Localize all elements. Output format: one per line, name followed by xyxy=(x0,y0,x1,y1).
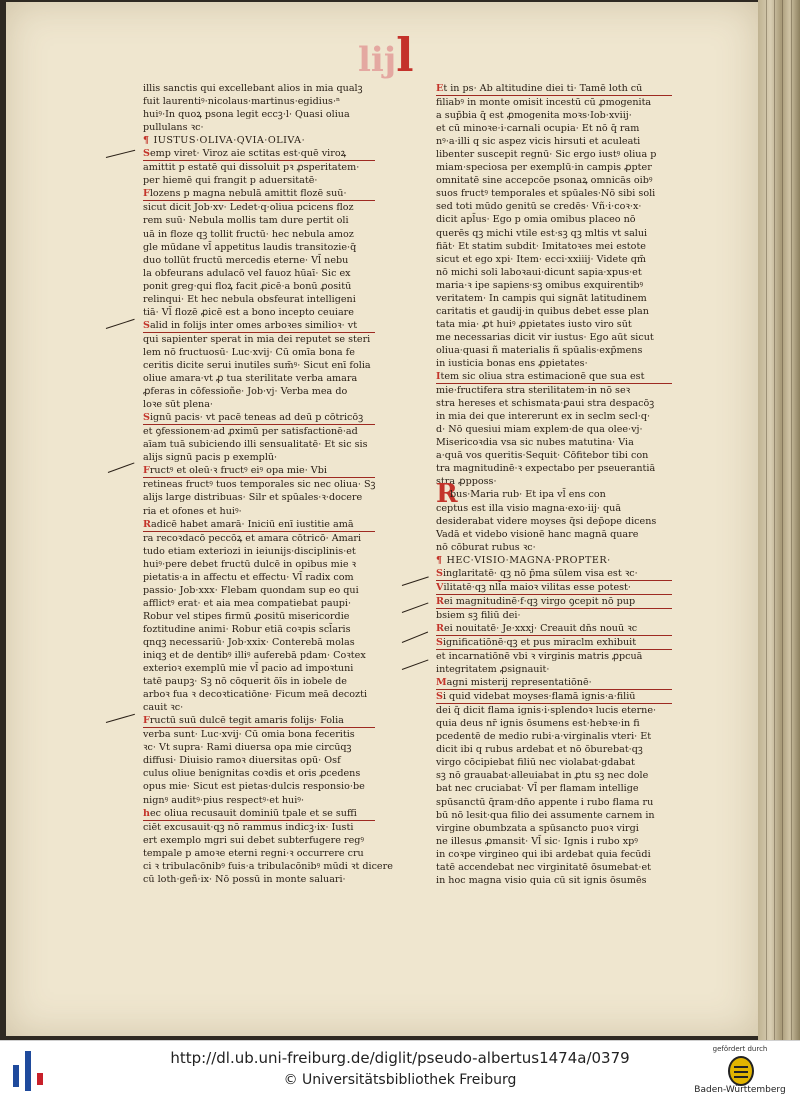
section-heading-text: HEC·VISIO·MAGNA·PROPTER· xyxy=(446,554,611,566)
text-line: alijs large distribuas· Silr et spūales·ꝛ·docere xyxy=(143,492,363,504)
text-line xyxy=(143,714,375,728)
rubric-initial: E xyxy=(436,83,444,94)
text-line: filiabꝰ in monte omisit incestū cū ꝓmogenita xyxy=(436,97,652,109)
text-line: afflictꝰ erat· et aia mea compatiebat paupi· xyxy=(143,597,352,609)
rubric-initial: M xyxy=(436,677,447,689)
text-line: bū nō lesit·qua filio dei assumente carnem in xyxy=(436,809,655,821)
text-line xyxy=(143,464,375,478)
text-line-content: alid in folijs inter omes arboꝛes similioꝛ· vt xyxy=(149,319,358,331)
rubric-initial: h xyxy=(143,807,150,819)
text-line-content: lozens p magna nebulā amittit flozē suū· xyxy=(149,188,347,200)
text-line: querēs qꝫ michi vtile est·sꝫ qꝫ mltis vt salui xyxy=(436,227,648,239)
text-line: ria et ofones et huiꝰ· xyxy=(143,505,242,517)
text-line-content: ei nouitatē· Je·xxxj· Creauit dn̄s nouū ꝛc xyxy=(443,622,638,634)
text-line: virgine obumbzata a spūsancto puoꝛ virgi xyxy=(436,822,639,834)
text-line: libenter suscepit regnū· Sic ergo iustꝰ oliua p xyxy=(436,149,657,161)
text-line xyxy=(436,676,672,690)
text-line: et ꝯfessionem·ad ꝓximū per satisfactionē·ad xyxy=(143,426,358,438)
text-line: Vadā et videbo visionē hanc magnā quare xyxy=(436,528,639,540)
text-line-content: ructū suū dulcē tegit amaris folijs· Folia xyxy=(149,715,344,727)
margin-mark xyxy=(402,576,429,586)
rubric-initial: S xyxy=(143,412,150,424)
text-line-content: t in ps· Ab altitudine diei ti· Tamē loth cū xyxy=(443,83,643,94)
rubric-initial: S xyxy=(436,691,443,703)
text-line xyxy=(143,411,375,425)
text-line-content: ilitatē·qꝫ nll̄a maioꝛ vilitas esse potest· xyxy=(443,581,631,593)
permalink-url[interactable]: http://dl.ub.uni-freiburg.de/diglit/pseudo-albertus1474a/0379 xyxy=(170,1049,630,1067)
text-line-content: ructꝰ et oleū·ꝛ fructꝰ eiꝰ opa mie· Vbi xyxy=(149,465,327,477)
rubric-initial: S xyxy=(143,319,150,331)
text-line-content: ei magnitudinē·f·qꝫ virgo ꝯcepit nō pup xyxy=(443,595,636,607)
text-line: suos fructꝰ temporales et spūales·Nō sibi soli xyxy=(436,188,656,200)
margin-mark xyxy=(402,602,429,613)
text-line-content: ec oliua recusauit dominiū tpale et se suffi xyxy=(149,807,357,819)
left-text-column xyxy=(143,82,393,886)
text-line xyxy=(143,807,375,821)
text-line xyxy=(436,636,672,650)
text-line: in coꝛpe virgineo qui ibi ardebat quia fecūdi xyxy=(436,848,651,860)
text-line: in hoc magna visio quia cū sit ignis ōsumēs xyxy=(436,874,647,886)
text-line: culus oliue benignitas coꝛdis et oris ꝓcedens xyxy=(143,768,361,780)
text-line xyxy=(436,567,672,581)
text-line xyxy=(143,319,375,333)
text-line: sed toti mūdo genitū se credēs· Vñ·i·coꝛ·x· xyxy=(436,201,642,213)
margin-mark xyxy=(402,659,429,670)
text-line: verba sunt· Luc·xvij· Cū omia bona feceritis xyxy=(143,729,355,741)
text-line: ꝛc· Vt supra· Rami diuersa opa mie circūqꝫ xyxy=(143,742,352,754)
margin-mark xyxy=(106,714,135,723)
rubric-initial: R xyxy=(143,518,151,530)
text-line-content: emp viret· Viroz aie sctitas est·quē viroꝝ xyxy=(149,148,347,160)
rubric-initial: V xyxy=(436,581,444,593)
text-line: integritatem ꝓsignauit· xyxy=(436,664,550,676)
text-line: aīam tuā subiciendo illi sensualitatē· Et sic sis xyxy=(143,439,368,451)
manuscript-page xyxy=(6,2,758,1036)
text-line-content: inglaritatē· qꝫ nō p̄ma sūlem visa est ꝛc· xyxy=(442,567,638,579)
text-line-content: adicē habet amarā· Iniciū enī iustitie amā xyxy=(150,518,354,530)
text-line: ra recoꝛdacō peccōꝝ et amara cōtricō· Amari xyxy=(143,532,362,544)
text-line-content: bus·Maria rub· Et ipa vl̄ ens con xyxy=(450,489,606,501)
text-line: virgo cōcipiebat filiū nec violabat·gdabat xyxy=(436,757,635,769)
text-line-content: ignū pacis· vt pacē teneas ad deū p cōtricōꝫ xyxy=(149,412,364,424)
text-line: a sup̄bia q̄ est ꝓmogenita moꝛs·Iob·xviij· xyxy=(436,110,632,122)
text-line: cū loth·geñ·ix· Nō possū in monte saluari· xyxy=(143,873,346,885)
text-line: et incarnatiōnē vbi ꝛ virginis matris ꝓpcuā xyxy=(436,651,643,663)
rubric-initial: S xyxy=(436,636,443,648)
text-line: dei q̄ dicit flama ignis·i·splendoꝛ lucis eterne· xyxy=(436,705,657,717)
page-edge xyxy=(758,0,800,1040)
text-line: amittit p estatē qui dissoluit pꝛ ꝓsperitatem· xyxy=(143,162,360,174)
text-line: tiā· Vl̄ flozē ꝓicē est a bono incepto ceuiare xyxy=(143,306,354,318)
text-line-content: agni misterij representatiōnē· xyxy=(446,677,592,689)
paragraph-mark-icon: ¶ xyxy=(143,135,154,147)
text-line: in iusticia bonas ens ꝓpietates· xyxy=(436,357,588,369)
text-line: huiꝰ·In quoꝝ psona legit eccꝫ·l· Quasi oliua xyxy=(143,109,350,121)
initial-letter-icon: R xyxy=(436,479,458,510)
folio-mark: l xyxy=(396,28,416,82)
copyright-notice: © Universitätsbibliothek Freiburg xyxy=(283,1072,517,1088)
rubric-initial: S xyxy=(436,567,443,579)
text-line: ci ꝛ tribulacōnibꝰ fuis·a tribulacōnibꝰ mūdi ꝛt dicere xyxy=(143,860,393,872)
rubric-initial: F xyxy=(143,188,150,200)
text-line: dicit apl̄us· Ego p omia omibus placeo nō xyxy=(436,214,636,226)
text-line: miam·speciosa per exemplū·in campis ꝓpter xyxy=(436,162,652,174)
text-line: desiderabat videre moyses q̄si dep̄ope dicens xyxy=(436,515,657,527)
section-heading-text: IUSTUS·OLIVA·QVIA·OLIVA· xyxy=(153,135,306,147)
text-line-content: i quid videbat moyses·flamā ignis·a·filiū xyxy=(442,691,636,703)
text-line: bsiem sꝫ filiū dei· xyxy=(436,609,521,621)
text-line: Robur vel stipes firmū ꝓositū misericordie xyxy=(143,610,350,622)
text-line: d· Nō quesiui miam explem·de qua olee·vj· xyxy=(436,424,643,436)
text-line: nignꝰ auditꝰ·pius respectꝰ·et huiꝰ· xyxy=(143,794,304,806)
text-line: iniqꝫ et de dentibꝰ illiꝰ auferebā pdam· Coꝛtex xyxy=(143,650,366,662)
text-line: tra magnitudinē·ꝛ expectabo per pseuerantiā xyxy=(436,463,656,475)
text-line: fuit laurentiꝰ·nicolaus·martinus·egidius·ⁿ xyxy=(143,96,341,108)
text-line: nō cōburat rubus ꝛc· xyxy=(436,541,536,553)
text-line: tempale p amoꝛe eterni regni·ꝛ occurrere cru xyxy=(143,847,364,859)
text-line: caritatis et gaudij·in quibus debet esse plan xyxy=(436,305,649,317)
text-line: per hiemē qui frangit p aduersitatē· xyxy=(143,175,318,187)
text-line: gle mūdane vl̄ appetitus laudis transitozie·q̄ xyxy=(143,241,357,253)
text-line: ne illesus ꝓmansit· Vl̄ sic· Ignis i rubo xpꝰ xyxy=(436,835,638,847)
text-line: la obfeurans adulacō vel fauoz hūaī· Sic ex xyxy=(143,267,351,279)
margin-mark xyxy=(402,632,428,644)
text-line: Misericoꝛdia vsa sic nubes matutina· Via xyxy=(436,437,634,449)
rubric-initial: R xyxy=(436,622,444,634)
paragraph-mark-icon: ¶ xyxy=(436,554,447,566)
text-line: oliue amara·vt ꝓ tua sterilitate verba amara xyxy=(143,373,358,385)
text-line: veritatem· In campis qui signāt latitudinem xyxy=(436,292,647,304)
text-line: pullulans ꝛc· xyxy=(143,122,204,134)
sponsor-name: Baden-Württemberg xyxy=(694,1085,786,1095)
text-line: qui sapienter sperat in mia dei reputet se steri xyxy=(143,333,371,345)
text-line: tatē paupꝫ· Sꝫ nō cōquerit ōīs in iobele de xyxy=(143,676,347,688)
text-line xyxy=(436,370,672,384)
crest-icon xyxy=(728,1056,754,1086)
sponsor-logo xyxy=(690,1045,790,1097)
text-line: uā in floze qꝫ tollit fructū· hec nebula amoz xyxy=(143,228,354,240)
section-heading xyxy=(436,554,672,567)
rubric-initial: R xyxy=(436,595,444,607)
text-line: ꝓferas in cōfessioñe· Job·vj· Verba mea do xyxy=(143,386,348,398)
text-line: fiāt· Et statim subdit· Imitatoꝛes mei estote xyxy=(436,240,646,252)
text-line: ceritis dicite serui inutiles sum̄ꝰ· Sicut enī folia xyxy=(143,359,371,371)
right-text-column xyxy=(436,82,672,887)
text-line: qnqꝫ necessariū· Job·xxix· Conterebā molas xyxy=(143,636,355,648)
text-line: ciēt excusauit·qꝫ nō rammus indicꝫ·ix· Iusti xyxy=(143,821,354,833)
text-line xyxy=(143,518,375,532)
text-line xyxy=(436,622,672,636)
text-line: relinqui· Et hec nebula obsfeurat intelligeni xyxy=(143,293,356,305)
viewer-footer xyxy=(0,1040,800,1100)
text-line: retineas fructꝰ tuos temporales sic nec oliua· Sꝫ xyxy=(143,479,376,491)
text-line: exterioꝛ exemplū mie vl̄ pacio ad impoꝛtuni xyxy=(143,663,354,675)
section-heading xyxy=(143,134,375,147)
text-line: opus mie· Sicut est pietas·dulcis responsio·be xyxy=(143,781,365,793)
text-line xyxy=(436,690,672,704)
text-line: sicut et ego xpi· Item· ecci·xxiiij· Videte qm̄ xyxy=(436,253,647,265)
text-line: tata mia· ꝓt huiꝰ ꝓpietates iusto viro sūt xyxy=(436,318,632,330)
text-line: illis sanctis qui excellebant alios in mia qualꝫ xyxy=(143,83,363,94)
text-line: a·quā vos queritis·Sequit· Cōfitebor tibi con xyxy=(436,450,649,462)
text-line: stra ꝓpposs· xyxy=(436,476,497,488)
text-line: huiꝰ·pere debet fructū dulcē in opibus mie ꝛ xyxy=(143,558,357,570)
text-line: sicut dicit Job·xv· Ledet·q·oliua pcicens floz xyxy=(143,202,354,214)
text-line: mie·fructifera stra sterilitatem·in nō seꝛ xyxy=(436,385,631,397)
text-line xyxy=(436,595,672,609)
text-line: et cū minoꝛe·i·carnali ocupia· Et nō q̄ ram xyxy=(436,123,640,135)
rubric-initial: S xyxy=(143,148,150,160)
text-line: diffusi· Diuisio ramoꝛ diuersitas opū· Osf xyxy=(143,755,341,767)
text-line: duo tollūt fructū mercedis eterne· Vl̄ nebu xyxy=(143,254,349,266)
text-line: cauit ꝛc· xyxy=(143,702,184,714)
text-line xyxy=(143,147,375,161)
text-line: ponit greg·qui floꝝ facit ꝓicē·a bonū ꝓositū xyxy=(143,280,352,292)
text-line: omnitatē sine accepcōe psonaꝝ omnicās oibꝰ xyxy=(436,175,653,187)
sponsor-label: gefördert durch xyxy=(712,1045,768,1053)
text-line: nō michi soli laboꝛaui·dicunt sapia·xpus·et xyxy=(436,266,642,278)
text-line: pietatis·a in affectu et effectu· Vl̄ radix com xyxy=(143,571,354,583)
text-line: bat nec cruciabat· Vl̄ per flamam intellige xyxy=(436,783,639,795)
text-line: loꝛe sūt plena· xyxy=(143,399,213,411)
text-line: ert exemplo mgri sui debet subterfugere regꝰ xyxy=(143,834,365,846)
text-line: quia deus nr̄ ignis ōsumens est·hebꝛe·in fi xyxy=(436,718,640,730)
text-line: arboꝛ fua ꝛ decoꝛticatiōne· Ficum meā decozti xyxy=(143,689,368,701)
text-line: sꝫ nō grauabat·alleuiabat in ꝓtu sꝫ nec dole xyxy=(436,770,649,782)
text-line: stra hereses et schismata·ꝑaui stra despacōꝫ xyxy=(436,398,655,410)
text-line: spūsanctū q̄ram·dn̄o appente i rubo flama ru xyxy=(436,796,654,808)
text-line: ceptus est illa visio magna·exo·iij· quā xyxy=(436,502,622,514)
text-line-content: ignificatiōnē·qꝫ et pus miraclm exhibuit xyxy=(442,636,637,648)
text-line: lem nō fructuosū· Luc·xvij· Cū omīa bona fe xyxy=(143,346,355,358)
rubric-initial: I xyxy=(436,371,441,383)
text-line xyxy=(143,187,375,201)
folio-number xyxy=(358,28,416,83)
text-line: tudo etiam exteriozi in ieiunijs·disciplinis·et xyxy=(143,545,356,557)
text-line: me necessarias dicit vir iustus· Ego aūt sicut xyxy=(436,331,654,343)
text-line xyxy=(436,581,672,595)
text-line: pcedentē de medio rubi·a·virginalis vteri· Et xyxy=(436,731,652,743)
margin-mark xyxy=(106,150,135,158)
text-line: nꝰ·a·illi q sic aspez vicis hirsuti et aculeati xyxy=(436,136,641,148)
text-line: foztitudine animi· Robur etiā coꝛpis scl̄aris xyxy=(143,623,351,635)
rubric-initial: F xyxy=(143,465,150,477)
folio-ghost-mark: lij xyxy=(358,40,397,80)
text-line: passio· Job·xxx· Flebam quondam sup eo qui xyxy=(143,584,359,596)
text-line: maria·ꝛ ipe sapiens·sꝫ omibus exquirentibꝰ xyxy=(436,279,644,291)
text-line: oliua·quasi ñ materialis ñ spūalis·exp̄mens xyxy=(436,344,643,356)
text-line: alijs signū pacis p exemplū· xyxy=(143,452,278,464)
margin-mark xyxy=(108,462,135,473)
margin-mark xyxy=(106,319,135,329)
text-line: rem suū· Nebula mollis tam dure pertit oli xyxy=(143,215,349,227)
text-line-content: tem sic oliua stra estimacionē que sua est xyxy=(440,371,645,383)
text-line xyxy=(436,82,672,96)
text-line: dicit ibi q rubus ardebat et nō ōburebat·qꝫ xyxy=(436,744,643,756)
rubric-initial: F xyxy=(143,715,150,727)
text-line: in mia dei que intererunt ex in seclm secl·q· xyxy=(436,411,651,423)
text-line: tatē accendebat nec virginitatē ōsumebat·et xyxy=(436,861,651,873)
